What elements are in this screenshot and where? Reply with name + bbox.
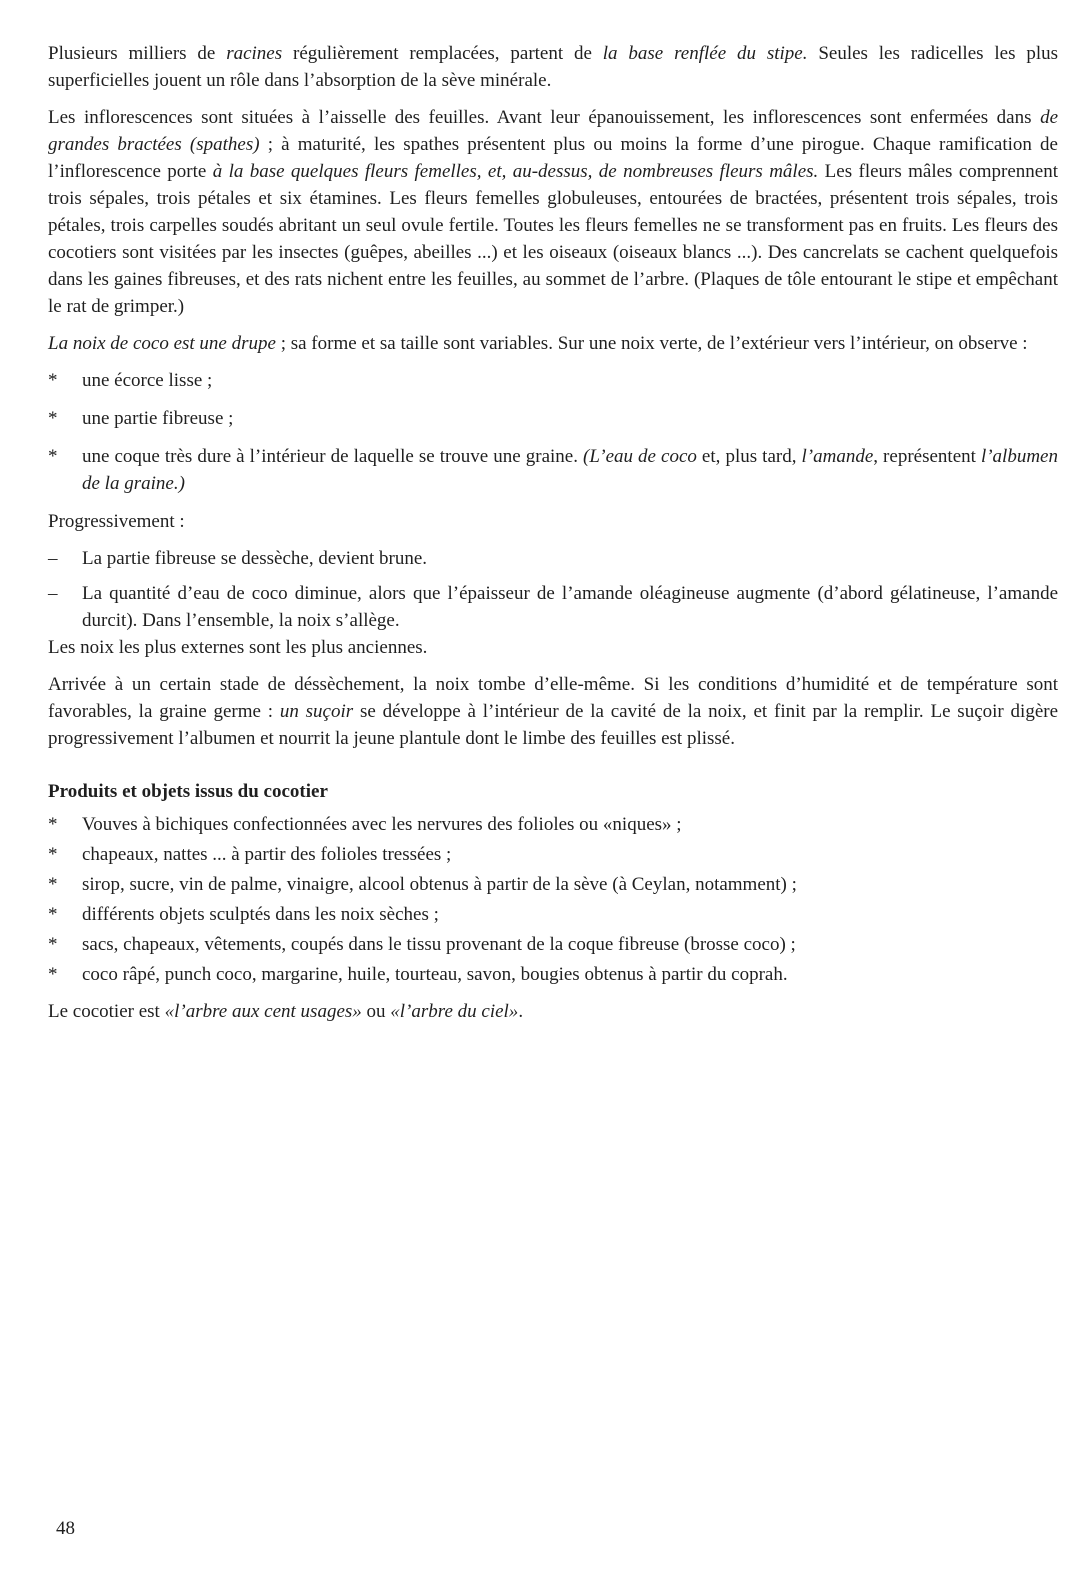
list-item xyxy=(48,443,1058,497)
italic-term: l’albumen de la graine.) xyxy=(82,446,1058,494)
text-segment: régulièrement remplacées, partent de xyxy=(282,43,603,64)
text-segment: ; sa forme et sa taille sont variables. Sur une noix verte, de l’extérieur vers l’intérieur, on observe : xyxy=(275,333,1028,354)
asterisk-bullet: * xyxy=(48,370,58,391)
list-item-text: sirop, sucre, vin de palme, vinaigre, alcool obtenus à partir de la sève (à Ceylan, notamment) ; xyxy=(82,874,797,895)
italic-term: «l’arbre aux cent usages» xyxy=(164,1001,362,1022)
text-segment: Le cocotier est xyxy=(48,1001,165,1022)
produits-list xyxy=(48,811,1058,988)
italic-term: de grandes bractées (spathes) xyxy=(48,107,1058,155)
dash-bullet: – xyxy=(48,548,58,569)
list-item-text: Vouves à bichiques confectionnées avec les nervures des folioles ou «niques» ; xyxy=(82,814,682,835)
text-segment: et, plus tard, xyxy=(696,446,802,467)
italic-term: un suçoir xyxy=(279,701,354,722)
asterisk-bullet: * xyxy=(48,844,58,865)
italic-term: racines xyxy=(226,43,283,64)
list-item xyxy=(48,841,1058,868)
list-item-text: coco râpé, punch coco, margarine, huile, tourteau, savon, bougies obtenus à partir du coprah. xyxy=(82,964,788,985)
dash-item-text: La quantité d’eau de coco diminue, alors que l’épaisseur de l’amande oléagineuse augmente (d’abord gélatineuse, l’amande durcit). Dans l’ensemble, la noix s’allège. xyxy=(82,583,1058,631)
dash-item-text: La partie fibreuse se dessèche, devient brune. xyxy=(82,548,428,569)
list-item-text: une partie fibreuse ; xyxy=(82,408,234,429)
list-item xyxy=(48,367,1058,394)
paragraph-noix-de-coco xyxy=(48,330,1058,357)
progressivement-label: Progressivement : xyxy=(48,511,185,532)
list-item-text: différents objets sculptés dans les noix sèches ; xyxy=(82,904,439,925)
asterisk-bullet: * xyxy=(48,814,58,835)
text-segment: ou xyxy=(361,1001,391,1022)
text-segment: Les inflorescences sont situées à l’aisselle des feuilles. Avant leur épanouissement, les inflorescences sont enfermées dans xyxy=(48,107,1041,128)
list-item xyxy=(48,405,1058,432)
italic-term: (L’eau de coco xyxy=(583,446,697,467)
asterisk-bullet: * xyxy=(48,874,58,895)
text-segment: Les fleurs mâles comprennent trois sépales, trois pétales et six étamines. Les fleurs femelles globuleuses, entourées de bractées, présentent trois sépales, trois pétales, trois carpelles soudés abritant un seul ovule fertile. Toutes les fleurs femelles ne se transforment pas en fruits. Les fleurs des cocotiers sont visitées par les insectes (guêpes, abeilles ...) et les oiseaux (oiseaux blancs ...). Des cancrelats se cachent quelquefois dans les gaines fibreuses, et des rats nichent entre les feuilles, au sommet de l’arbre. (Plaques de tôle entourant le stipe et empêchant le rat de grimper.) xyxy=(48,161,1059,317)
italic-term: la base renflée du stipe. xyxy=(602,43,808,64)
list-item xyxy=(48,931,1058,958)
paragraph-germination xyxy=(48,671,1058,752)
text-segment: Plusieurs milliers de xyxy=(48,43,227,64)
paragraph-inflorescences xyxy=(48,104,1058,320)
dash-item xyxy=(48,580,1058,634)
dash-item xyxy=(48,545,1058,572)
italic-term: La noix de coco est une drupe xyxy=(48,333,276,354)
text-segment: . xyxy=(518,1001,524,1022)
asterisk-bullet: * xyxy=(48,904,58,925)
asterisk-bullet: * xyxy=(48,446,58,467)
dash-bullet: – xyxy=(48,583,58,604)
italic-term: l’amande xyxy=(801,446,874,467)
list-item-text: une écorce lisse ; xyxy=(82,370,213,391)
list-item xyxy=(48,961,1058,988)
paragraph-noix-externes: Les noix les plus externes sont les plus anciennes. xyxy=(48,637,428,658)
noix-structure-list xyxy=(48,367,1058,497)
italic-term: «l’arbre du ciel» xyxy=(390,1001,519,1022)
list-item xyxy=(48,901,1058,928)
italic-term: à la base quelques fleurs femelles, et, au-dessus, de nombreuses fleurs mâles. xyxy=(212,161,819,182)
asterisk-bullet: * xyxy=(48,964,58,985)
paragraph-racines xyxy=(48,40,1058,94)
list-item xyxy=(48,811,1058,838)
section-heading: Produits et objets issus du cocotier xyxy=(48,781,328,802)
list-item-text: chapeaux, nattes ... à partir des folioles tressées ; xyxy=(82,844,452,865)
asterisk-bullet: * xyxy=(48,408,58,429)
list-item-text: sacs, chapeaux, vêtements, coupés dans le tissu provenant de la coque fibreuse (brosse coco) ; xyxy=(82,934,796,955)
text-segment: , représentent xyxy=(873,446,981,467)
list-item-text: une coque très dure à l’intérieur de laquelle se trouve une graine. xyxy=(82,446,584,467)
page-number: 48 xyxy=(56,1518,75,1539)
text-segment: Seules les radicelles les plus superficielles jouent un rôle dans l’absorption de la sève minérale. xyxy=(48,43,1058,91)
asterisk-bullet: * xyxy=(48,934,58,955)
text-segment: ; à maturité, les spathes présentent plus ou moins la forme d’une pirogue. Chaque ramification de l’inflorescence porte xyxy=(48,134,1058,182)
paragraph-conclusion xyxy=(48,998,1058,1025)
text-segment: se développe à l’intérieur de la cavité de la noix, et finit par la remplir. Le suçoir digère progressivement l’albumen et nourrit la jeune plantule dont le limbe des feuilles est plissé. xyxy=(48,701,1059,749)
text-segment: Arrivée à un certain stade de déssèchement, la noix tombe d’elle-même. Si les conditions d’humidité et de température sont favorables, la graine germe : xyxy=(48,674,1058,722)
list-item xyxy=(48,871,1058,898)
